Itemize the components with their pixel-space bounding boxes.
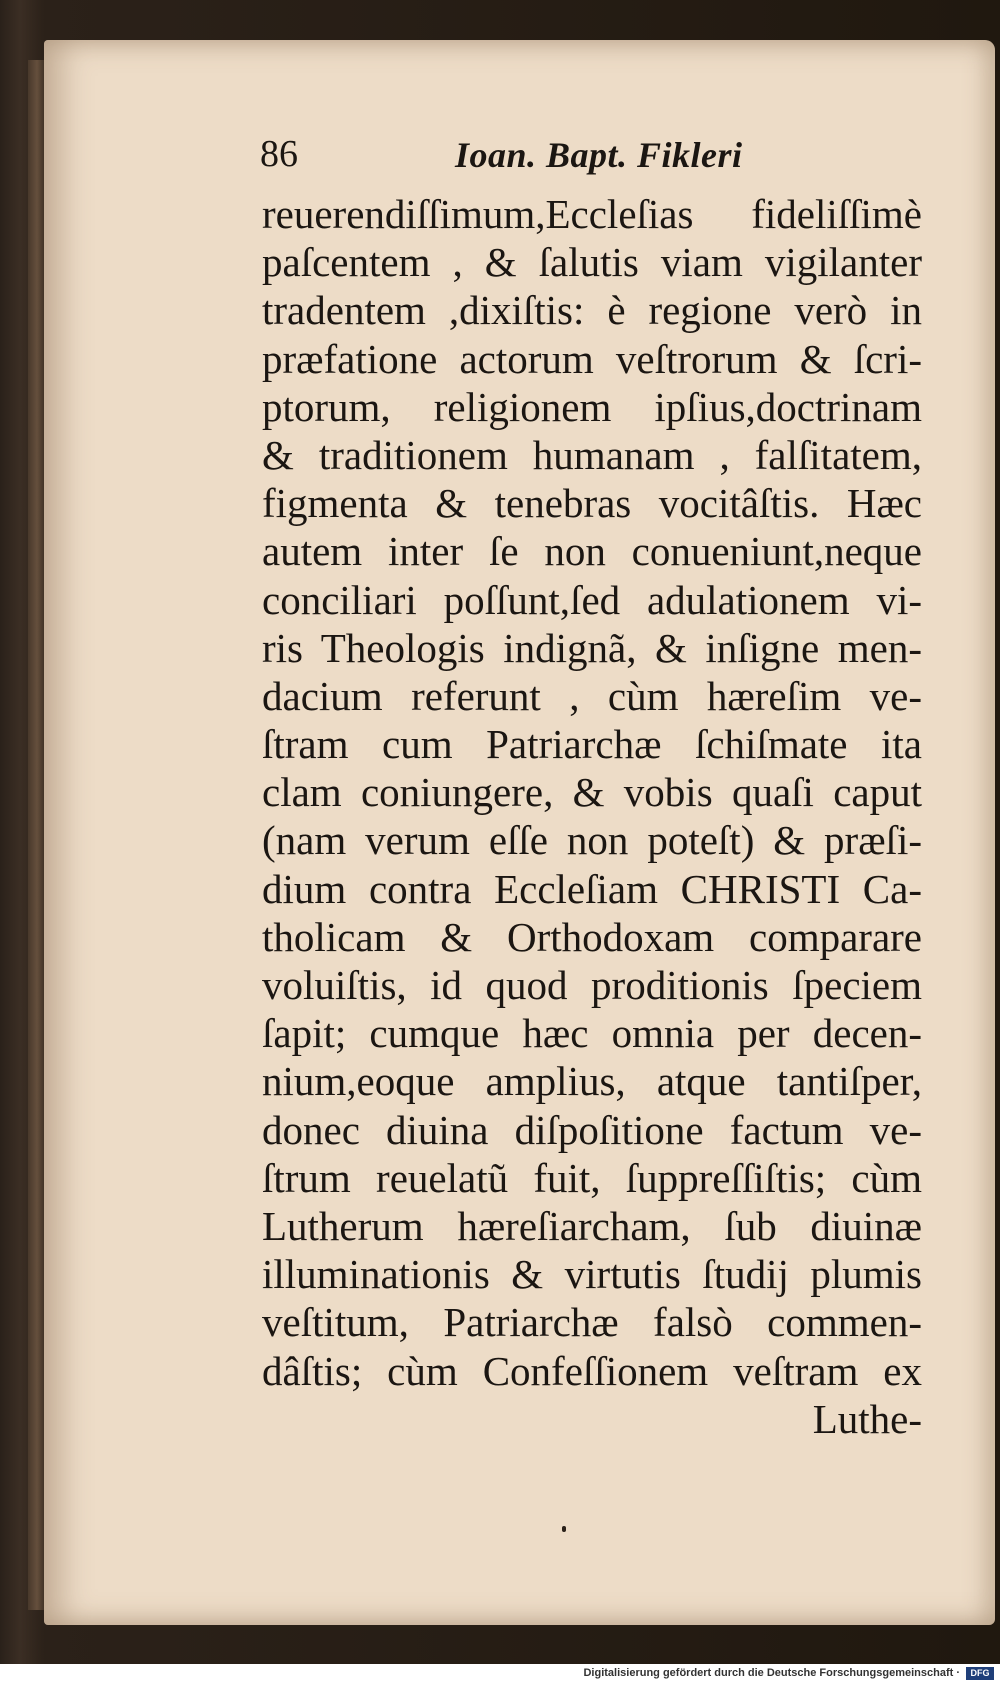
running-head: Ioan. Bapt. Fikleri xyxy=(455,135,743,175)
text-line: Lutherum hæreſiarcham, ſub diuinæ xyxy=(262,1202,922,1249)
text-line: conciliari poſſunt,ſed adulationem vi- xyxy=(262,576,922,623)
text-line: nium,eoque amplius, atque tantiſper, xyxy=(262,1058,922,1105)
text-line: ptorum, religionem ipſius,doctrinam xyxy=(262,383,922,430)
text-line: figmenta & tenebras vocitâſtis. Hæc xyxy=(262,480,922,527)
text-line: illuminationis & virtutis ſtudij plumis xyxy=(262,1251,922,1298)
catchword: Luthe- xyxy=(812,1395,922,1442)
text-line: ſapit; cumque hæc omnia per decen- xyxy=(262,1010,922,1057)
text-line: paſcentem , & ſalutis viam vigilanter xyxy=(262,239,922,286)
text-line: & traditionem humanam , falſitatem, xyxy=(262,431,922,478)
text-line: (nam verum eſſe non poteſt) & præſi- xyxy=(262,817,922,864)
text-line: clam coniungere, & vobis quaſi caput xyxy=(262,769,922,816)
text-line: dium contra Eccleſiam CHRISTI Ca- xyxy=(262,865,922,912)
text-line: reuerendiſſimum,Eccleſias fideliſſimè xyxy=(262,191,922,237)
page-number: 86 xyxy=(260,133,298,175)
text-line: veſtitum, Patriarchæ falsò commen- xyxy=(262,1299,922,1346)
text-line: tholicam & Orthodoxam comparare xyxy=(262,913,922,960)
ink-speck xyxy=(562,1526,566,1532)
text-line: tradentem ,dixiſtis: è regione verò in xyxy=(262,287,922,334)
digitization-footer xyxy=(0,1664,1000,1684)
text-line: dacium referunt , cùm hæreſim ve- xyxy=(262,672,922,719)
text-line: ſtrum reuelatũ fuit, ſuppreſſiſtis; cùm xyxy=(262,1154,922,1201)
page-header xyxy=(260,132,760,182)
text-line: voluiſtis, id quod proditionis ſpeciem xyxy=(262,962,922,1008)
text-line: ris Theologis indignã, & inſigne men- xyxy=(262,624,922,671)
text-line: donec diuina diſpoſitione factum ve- xyxy=(262,1106,922,1153)
body-text xyxy=(262,190,922,1443)
footer-credit: Digitalisierung gefördert durch die Deutsche Forschungsgemeinschaft · xyxy=(583,1667,960,1679)
text-line: autem inter ſe non conueniunt,neque xyxy=(262,528,922,575)
text-line: ſtram cum Patriarchæ ſchiſmate ita xyxy=(262,721,922,768)
text-line: præfatione actorum veſtrorum & ſcri- xyxy=(262,335,922,382)
text-line: dâſtis; cùm Confeſſionem veſtram ex xyxy=(262,1347,922,1394)
dfg-logo-icon: DFG xyxy=(966,1667,994,1680)
